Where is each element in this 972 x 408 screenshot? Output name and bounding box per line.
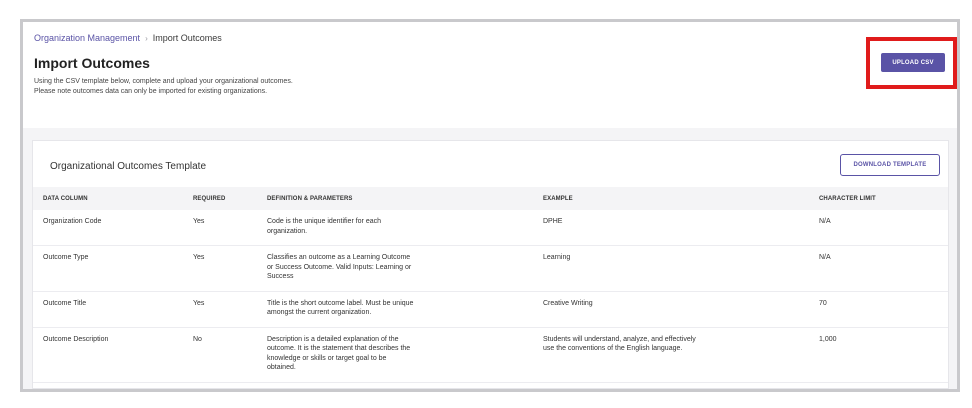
page-title: Import Outcomes [34, 55, 150, 71]
cell-data-column: Outcome Title [33, 291, 183, 327]
cell-example: Students will understand, analyze, and effectively use the conventions of the English language. [533, 327, 809, 382]
cell-data-column: Outcome Type [33, 246, 183, 292]
app-frame [20, 19, 960, 392]
cell-definition: Code is the unique identifier for each organization. [257, 210, 533, 246]
cell-required: Yes [183, 210, 257, 246]
cell-example: Learning [533, 246, 809, 292]
breadcrumb-current: Import Outcomes [152, 33, 222, 43]
template-card [32, 140, 949, 389]
template-card-title: Organizational Outcomes Template [50, 161, 207, 172]
cell-required: Yes [183, 291, 257, 327]
breadcrumb-link-organization-management[interactable]: Organization Management [34, 33, 141, 43]
column-header-definition: DEFINITION & PARAMETERS [257, 187, 533, 210]
breadcrumb-separator-icon: › [145, 34, 148, 43]
cell-required: No [183, 327, 257, 382]
cell-character-limit: 1,000 [809, 327, 948, 382]
breadcrumb [34, 32, 222, 45]
cell-definition: Title is the short outcome label. Must be unique amongst the current organization. [257, 291, 533, 327]
page-description: Using the CSV template below, complete and upload your organizational outcomes. Please note outcomes data can only be imported for existing organizations. [34, 78, 293, 95]
template-table [33, 187, 948, 383]
table-row [33, 327, 948, 382]
cell-required: Yes [183, 246, 257, 292]
cell-example: DPHE [533, 210, 809, 246]
column-header-character-limit: CHARACTER LIMIT [809, 187, 948, 210]
table-row [33, 291, 948, 327]
cell-example: Creative Writing [533, 291, 809, 327]
page-header [23, 22, 957, 128]
column-header-data-column: DATA COLUMN [33, 187, 183, 210]
column-header-required: REQUIRED [183, 187, 257, 210]
cell-definition: Description is a detailed explanation of the outcome. It is the statement that describes the knowledge or skills or target goal to be obtained. [257, 327, 533, 382]
column-header-example: EXAMPLE [533, 187, 809, 210]
cell-data-column: Outcome Description [33, 327, 183, 382]
table-row [33, 246, 948, 292]
cell-character-limit: N/A [809, 246, 948, 292]
cell-character-limit: N/A [809, 210, 948, 246]
table-header-row [33, 187, 948, 210]
upload-csv-button[interactable]: UPLOAD CSV [881, 53, 945, 72]
download-template-button[interactable]: DOWNLOAD TEMPLATE [840, 154, 940, 176]
cell-definition: Classifies an outcome as a Learning Outcome or Success Outcome. Valid Inputs: Learning or Success [257, 246, 533, 292]
cell-data-column: Organization Code [33, 210, 183, 246]
table-row [33, 210, 948, 246]
cell-character-limit: 70 [809, 291, 948, 327]
